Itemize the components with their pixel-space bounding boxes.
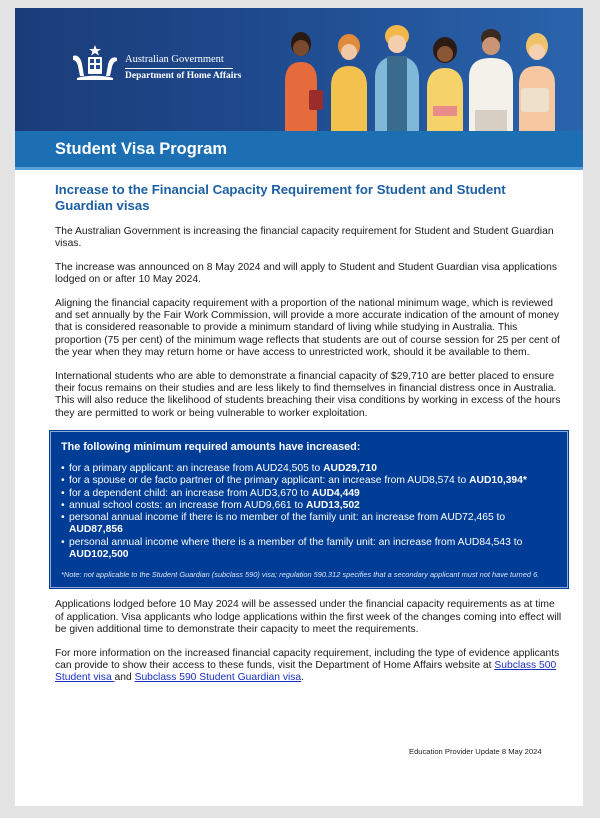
program-stripe xyxy=(15,167,583,170)
subclass-500-link[interactable]: Subclass 500 Student visa xyxy=(55,659,557,684)
student-figure xyxy=(331,34,367,131)
list-item-text: for a spouse or de facto partner of the primary applicant: an increase from AUD8,574 to xyxy=(69,475,470,487)
student-figure xyxy=(285,32,323,131)
list-item xyxy=(61,488,557,500)
department-name: Department of Home Affairs xyxy=(125,71,242,81)
students-illustration xyxy=(263,22,583,131)
paragraph: Aligning the financial capacity requirement with a proportion of the national minimum wage, which is reviewed and set annually by the Fair Work Commission, will provide a more accurate indication of the amount of money that is considered reasonable to provide a minimum standard of living while studying in Australia. This proportion (75 per cent) of the minimum wage reflects that students are out of course session for 25 per cent of the year when they may return home or have access to unrestricted work, should it be available to them. xyxy=(55,297,560,359)
subclass-590-link[interactable]: Subclass 590 Student Guardian visa xyxy=(134,672,302,684)
list-item xyxy=(61,475,557,487)
student-figure xyxy=(375,25,419,131)
list-item-text: personal annual income where there is a member of the family unit: an increase from AUD84,543 to xyxy=(69,536,523,548)
list-item-text: personal annual income if there is no member of the family unit: an increase from AUD72,465 to xyxy=(69,512,506,524)
list-item-amount: AUD29,710 xyxy=(323,463,377,475)
info-end: . xyxy=(301,672,305,684)
callout-title: The following minimum required amounts have increased: xyxy=(61,441,361,454)
list-item xyxy=(61,500,557,512)
paragraph: Applications lodged before 10 May 2024 will be assessed under the financial capacity requirements as at time of application. Visa applicants who lodge applications within the first week of the changes coming into effect will be given additional time to demonstrate their capacity to meet the requirements. xyxy=(55,599,562,636)
government-name: Australian Government xyxy=(125,54,224,65)
student-figure xyxy=(469,29,513,131)
list-item-text: for a dependent child: an increase from AUD3,670 to xyxy=(69,487,312,499)
paragraph: The Australian Government is increasing the financial capacity requirement for Student and Student Guardian visas. xyxy=(55,226,554,250)
paragraph: International students who are able to demonstrate a financial capacity of $29,710 are better placed to ensure their focus remains on their studies and are less likely to find themselves in financial distress once in Australia. This will also reduce the likelihood of students breaching their visa conditions by working in excess of the hours they are permitted to work or being vulnerable to worker exploitation. xyxy=(55,370,561,419)
list-item-amount: AUD87,856 xyxy=(69,524,123,536)
list-item xyxy=(61,537,557,561)
list-item xyxy=(61,512,557,536)
list-item-text: annual school costs: an increase from AUD9,661 to xyxy=(69,499,306,511)
list-item-amount: AUD4,449 xyxy=(311,487,360,499)
increases-list xyxy=(61,463,557,561)
list-item-amount: AUD102,500 xyxy=(69,548,129,560)
info-text: For more information on the increased financial capacity requirement, including the type of evidence applicants can provide to show their access to these funds, visit the Department of Home Affairs website at xyxy=(55,647,560,671)
coat-of-arms-icon xyxy=(69,44,121,84)
student-figure xyxy=(519,33,555,131)
footer-note: Education Provider Update 8 May 2024 xyxy=(409,747,542,756)
document-body xyxy=(55,182,565,696)
increases-callout-box xyxy=(50,431,568,588)
government-logo-text xyxy=(125,54,241,82)
list-item-text: for a primary applicant: an increase from AUD24,505 to xyxy=(69,463,324,475)
info-joiner: and xyxy=(114,672,135,684)
list-item-amount: AUD13,502 xyxy=(305,499,360,511)
paragraph: The increase was announced on 8 May 2024 and will apply to Student and Student Guardian visa applications lodged on or after 10 May 2024. xyxy=(55,261,558,286)
program-title: Student Visa Program xyxy=(55,140,228,158)
student-figure xyxy=(427,37,463,131)
header-banner xyxy=(15,8,583,131)
list-item xyxy=(61,463,557,475)
info-paragraph xyxy=(55,648,565,685)
list-item-amount: AUD10,394* xyxy=(469,475,527,487)
document-page xyxy=(15,8,583,806)
logo-divider xyxy=(125,68,233,69)
document-heading: Increase to the Financial Capacity Requirement for Student and Student Guardian visas xyxy=(55,182,506,213)
callout-footnote: *Note: not applicable to the Student Guardian (subclass 590) visa; regulation 590.312 specifies that a secondary applicant must not have turned 6. xyxy=(61,569,540,579)
